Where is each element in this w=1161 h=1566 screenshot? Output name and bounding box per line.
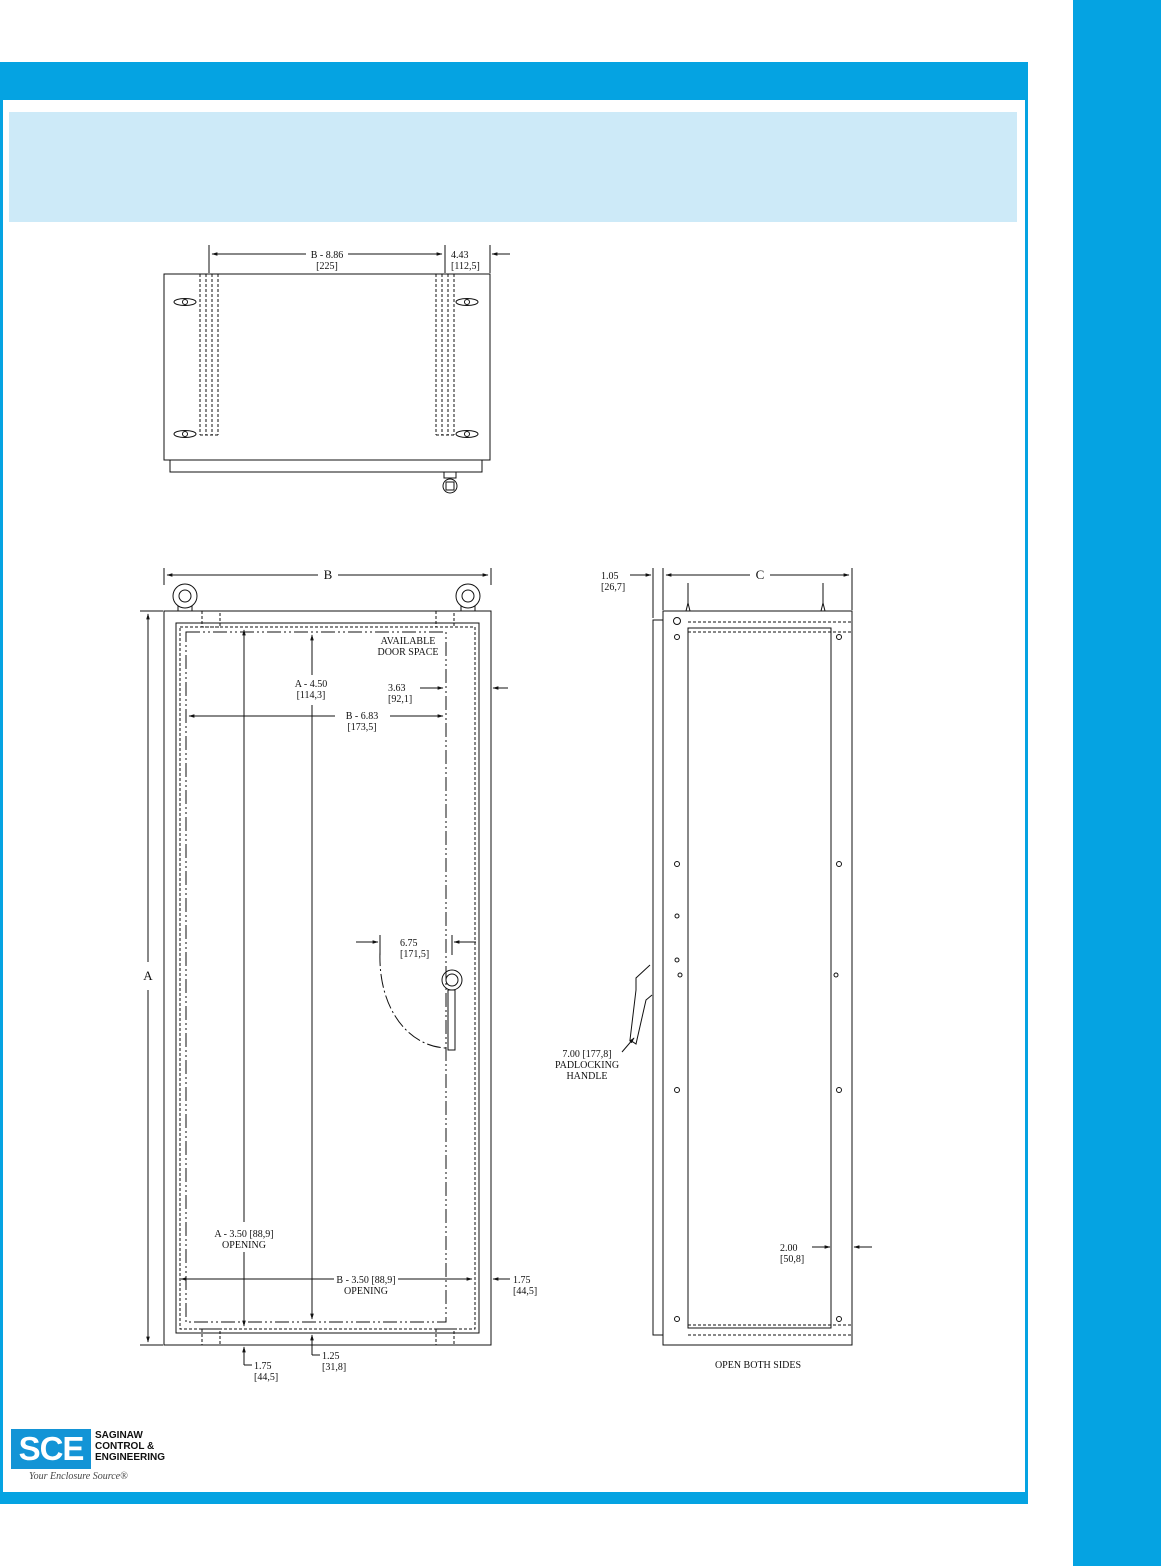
dim-label: 1.05 <box>601 571 619 582</box>
dim-label-a: A <box>143 968 153 983</box>
dim-label-mm: [173,5] <box>347 722 377 733</box>
dim-label-mm: [92,1] <box>388 694 413 705</box>
dim-label-mm: [171,5] <box>400 949 430 960</box>
logo-mark: SCE <box>11 1429 91 1469</box>
dim-label-mm: [44,5] <box>254 1372 279 1383</box>
available-door-space-label: DOOR SPACE <box>377 647 439 658</box>
dim-label: 4.43 <box>451 250 469 261</box>
dim-label: B - 3.50 [88,9] <box>336 1275 396 1286</box>
mounting-holes <box>675 635 842 1322</box>
dim-label-mm: [114,3] <box>296 690 326 701</box>
side-view <box>622 568 872 1345</box>
dim-label: B - 6.83 <box>345 711 379 722</box>
side-view-caption: OPEN BOTH SIDES <box>714 1360 802 1371</box>
top-view-lock-icon <box>443 472 457 493</box>
sce-logo <box>11 1427 166 1489</box>
top-view-rails <box>200 274 454 435</box>
logo-company-name: SAGINAW CONTROL & ENGINEERING <box>95 1430 166 1463</box>
handle-label: PADLOCKING <box>554 1060 620 1071</box>
dim-label: 3.63 <box>388 683 406 694</box>
dim-label: A - 3.50 [88,9] <box>214 1229 274 1240</box>
handle-label: HANDLE <box>566 1071 608 1082</box>
side-outline <box>663 611 852 1345</box>
dim-label-mm: [31,8] <box>322 1362 347 1373</box>
dim-label-c: C <box>755 567 765 582</box>
dim-label: 6.75 <box>400 938 418 949</box>
top-view-door-edge <box>170 460 482 472</box>
top-view-lugs <box>174 299 478 438</box>
handle-swing-arc <box>380 952 448 1048</box>
dim-label: A - 4.50 <box>294 679 328 690</box>
side-handle-icon <box>630 965 652 1044</box>
available-door-space-outline <box>186 632 446 1322</box>
hinge-pin-icon <box>674 618 681 625</box>
dim-leader <box>622 1038 634 1052</box>
dim-label: B - 8.86 <box>310 250 344 261</box>
dim-label-mm: [225] <box>316 261 338 272</box>
dim-label-mm: [112,5] <box>451 261 480 272</box>
gasket-line <box>180 627 475 1329</box>
top-view <box>164 245 510 493</box>
handle-label: 7.00 [177,8] <box>562 1049 612 1060</box>
dim-label: 1.25 <box>322 1351 340 1362</box>
logo-tagline: Your Enclosure Source® <box>29 1471 128 1482</box>
side-opening <box>688 628 831 1328</box>
available-door-space-label: AVAILABLE <box>380 636 436 647</box>
dim-label-mm: [44,5] <box>513 1286 538 1297</box>
side-door-edge <box>653 620 663 1335</box>
door-outline <box>176 623 479 1333</box>
dim-label-b: B <box>323 567 333 582</box>
padlock-handle-icon <box>442 970 462 1050</box>
dim-label: 1.75 <box>513 1275 531 1286</box>
dim-label-mm: [50,8] <box>780 1254 805 1265</box>
dim-label-sub: OPENING <box>344 1286 388 1297</box>
dim-label-sub: OPENING <box>222 1240 266 1251</box>
dim-label: 1.75 <box>254 1361 272 1372</box>
dim-label: 2.00 <box>780 1243 798 1254</box>
dim-label-mm: [26,7] <box>601 582 626 593</box>
lifting-eye-icon <box>173 584 480 611</box>
lifting-post-icon <box>686 583 825 611</box>
top-view-outline <box>164 274 490 460</box>
